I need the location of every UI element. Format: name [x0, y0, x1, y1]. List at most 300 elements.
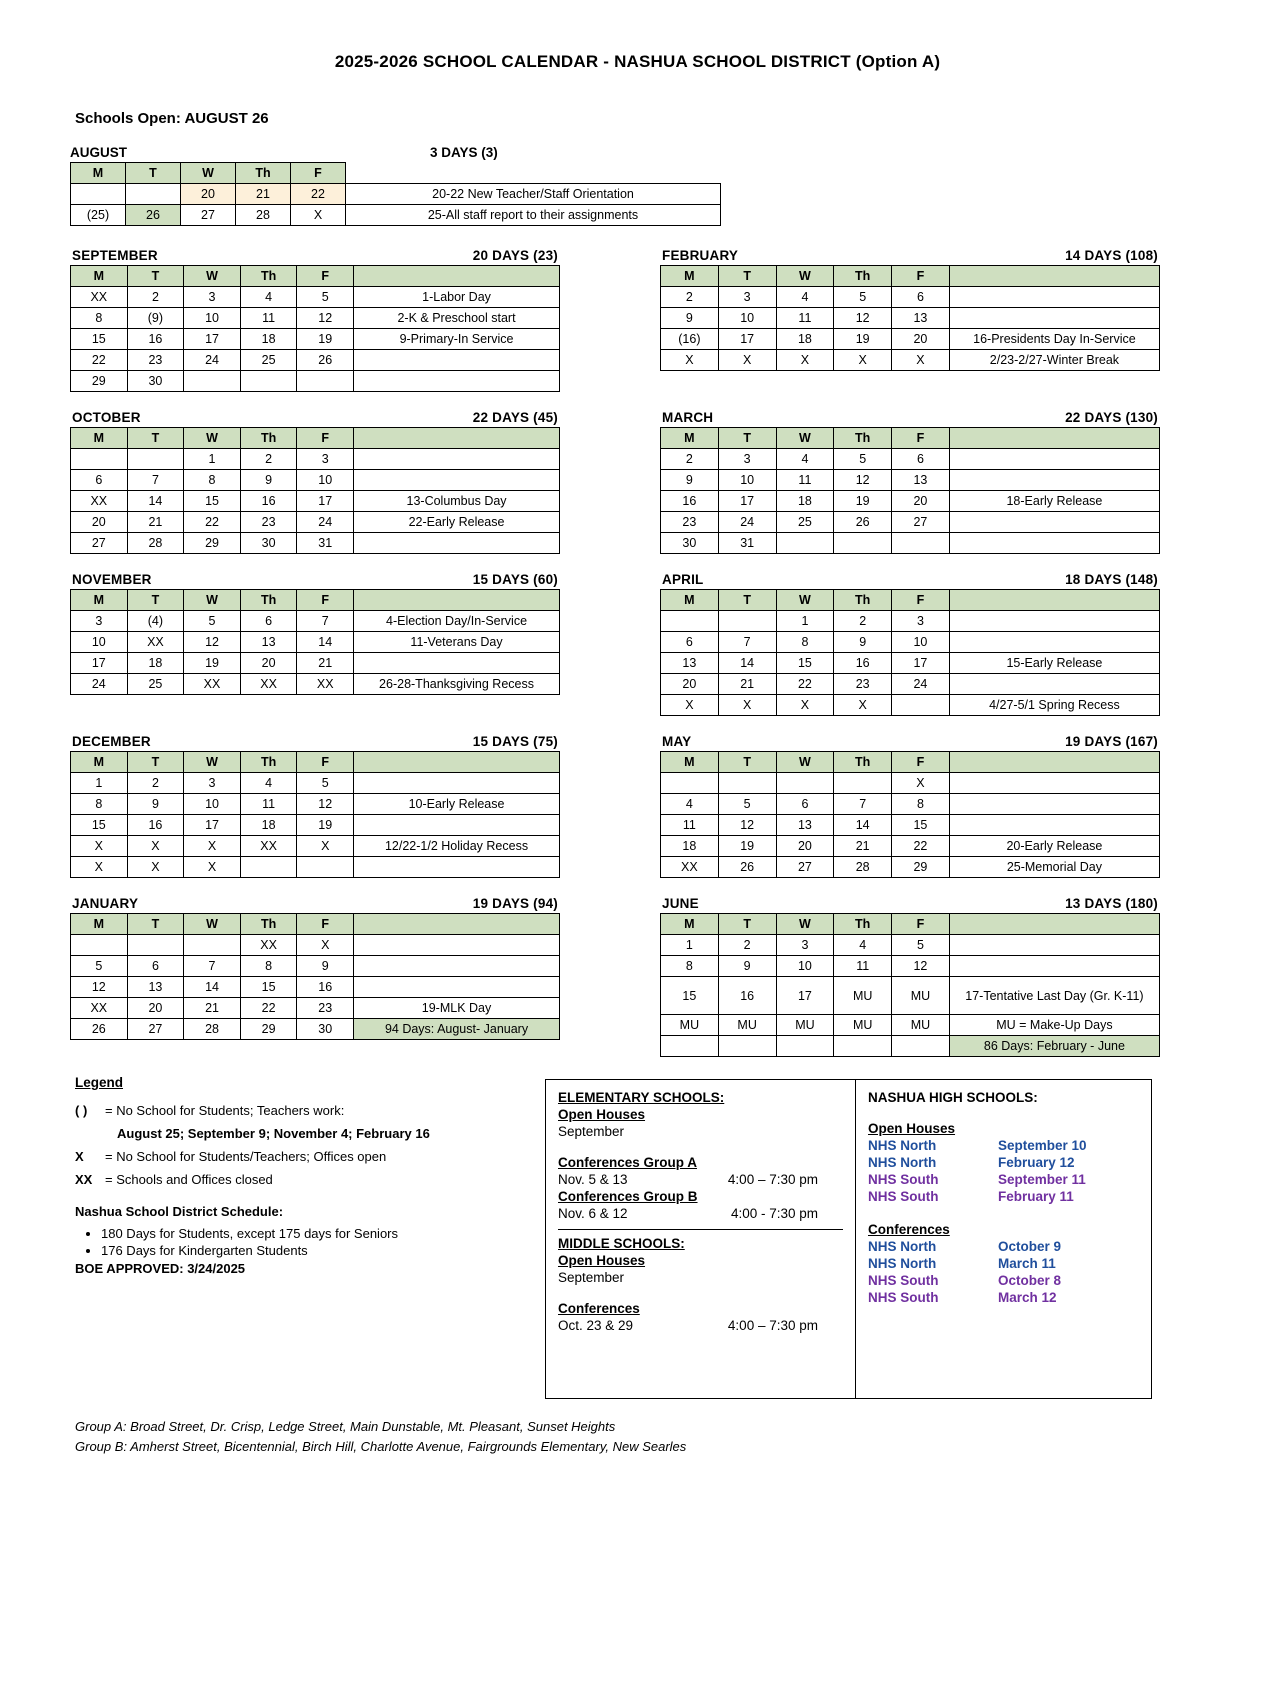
- legend-key-x: X: [75, 1148, 84, 1164]
- day-cell: 15: [71, 329, 128, 350]
- day-cell: XX: [240, 935, 297, 956]
- table-row: [661, 512, 1160, 533]
- calendar-page: [0, 52, 1275, 1702]
- day-cell: 17: [71, 653, 128, 674]
- day-cell: 8: [892, 794, 950, 815]
- weekday-header: M: [661, 428, 719, 449]
- note-cell: 11-Veterans Day: [354, 632, 560, 653]
- table-row: [71, 935, 560, 956]
- day-cell: 21: [127, 512, 184, 533]
- note-cell: [949, 287, 1159, 308]
- day-cell: 12: [71, 977, 128, 998]
- day-cell: 2: [661, 287, 719, 308]
- note-cell: [354, 533, 560, 554]
- day-cell: 16: [297, 977, 354, 998]
- day-cell: 29: [892, 857, 950, 878]
- day-cell: 11: [776, 470, 834, 491]
- weekday-header: T: [127, 914, 184, 935]
- day-cell: 24: [892, 674, 950, 695]
- table-row: [71, 1019, 560, 1040]
- school-name: NHS South: [868, 1172, 939, 1187]
- day-cell: 3: [718, 287, 776, 308]
- table-row: [71, 512, 560, 533]
- day-cell: 7: [184, 956, 241, 977]
- list-item: • 180 Days for Students, except 175 days for Seniors: [101, 1226, 545, 1241]
- day-cell: 4: [776, 287, 834, 308]
- note-header: [949, 590, 1159, 611]
- day-cell: 3: [892, 611, 950, 632]
- weekday-header: W: [184, 590, 241, 611]
- day-cell: 24: [297, 512, 354, 533]
- day-cell: 20: [661, 674, 719, 695]
- weekday-header: Th: [240, 428, 297, 449]
- table-row: [71, 449, 560, 470]
- elementary-conf-a-time: 4:00 – 7:30 pm: [727, 1172, 818, 1187]
- month-row: [70, 248, 1210, 392]
- note-cell: [354, 815, 560, 836]
- day-cell: [776, 533, 834, 554]
- day-cell: 15: [892, 815, 950, 836]
- weekday-header: Th: [834, 914, 892, 935]
- elementary-conf-b-time: 4:00 - 7:30 pm: [730, 1206, 818, 1221]
- day-cell: 22: [291, 184, 346, 205]
- day-cell: 4: [240, 287, 297, 308]
- weekday-header: T: [127, 752, 184, 773]
- event-date: February 11: [998, 1189, 1074, 1204]
- day-cell: 31: [297, 533, 354, 554]
- note-cell: 17-Tentative Last Day (Gr. K-11): [949, 977, 1159, 1015]
- note-cell: 4-Election Day/In-Service: [354, 611, 560, 632]
- day-cell: 19: [834, 491, 892, 512]
- elementary-conf-b-label: Conferences Group B: [558, 1189, 698, 1204]
- day-cell: 17: [892, 653, 950, 674]
- weekday-header: Th: [240, 266, 297, 287]
- day-cell: 31: [718, 533, 776, 554]
- day-cell: 9: [718, 956, 776, 977]
- day-cell: 28: [127, 533, 184, 554]
- day-cell: 15: [240, 977, 297, 998]
- day-cell: X: [291, 205, 346, 226]
- list-item: [868, 1155, 1139, 1170]
- day-cell: X: [184, 857, 241, 878]
- day-cell: 20: [181, 184, 236, 205]
- list-item: [868, 1172, 1139, 1187]
- weekday-header: Th: [834, 590, 892, 611]
- month-days-august: 3 DAYS (3): [430, 145, 498, 160]
- school-name: NHS North: [868, 1256, 937, 1271]
- day-cell: XX: [71, 287, 128, 308]
- day-cell: [718, 773, 776, 794]
- day-cell: 17: [184, 815, 241, 836]
- note-cell: 16-Presidents Day In-Service: [949, 329, 1159, 350]
- note-header: [949, 266, 1159, 287]
- day-cell: 4: [776, 449, 834, 470]
- list-item: • 176 Days for Kindergarten Students: [101, 1243, 545, 1258]
- school-name: NHS South: [868, 1290, 939, 1305]
- table-row: [661, 773, 1160, 794]
- weekday-header: T: [127, 590, 184, 611]
- weekday-header: W: [776, 752, 834, 773]
- day-cell: 10: [184, 794, 241, 815]
- day-cell: [184, 935, 241, 956]
- middle-title: MIDDLE SCHOOLS:: [558, 1236, 685, 1251]
- day-cell: [718, 611, 776, 632]
- footnote-group-b: Group B: Amherst Street, Bicentennial, Birch Hill, Charlotte Avenue, Fairgrounds Elementary, New Searles: [75, 1438, 687, 1454]
- note-cell: [354, 653, 560, 674]
- month-block-january: [70, 896, 560, 1057]
- month-days: 13 DAYS (180): [1065, 896, 1158, 911]
- middle-open-houses-value: September: [558, 1270, 625, 1285]
- month-table: [660, 913, 1160, 1057]
- day-cell: 9: [834, 632, 892, 653]
- elementary-open-houses-value: September: [558, 1124, 625, 1139]
- note-header: [949, 428, 1159, 449]
- day-cell: X: [661, 695, 719, 716]
- weekday-header: T: [126, 163, 181, 184]
- table-row: [71, 836, 560, 857]
- school-name: NHS North: [868, 1155, 937, 1170]
- day-cell: MU: [776, 1015, 834, 1036]
- legend-text-paren: = No School for Students; Teachers work:: [105, 1103, 345, 1118]
- high-conferences-label: Conferences: [868, 1222, 950, 1237]
- month-name: JUNE: [662, 896, 699, 911]
- month-name-august: AUGUST: [70, 145, 127, 160]
- day-cell: X: [892, 350, 950, 371]
- day-cell: 8: [71, 794, 128, 815]
- day-cell: 22: [776, 674, 834, 695]
- month-block-march: [660, 410, 1160, 554]
- bottom-section: [75, 1075, 1275, 1399]
- day-cell: 16: [127, 329, 184, 350]
- elementary-title: ELEMENTARY SCHOOLS:: [558, 1090, 725, 1105]
- day-cell: 17: [776, 977, 834, 1015]
- day-cell: 5: [297, 773, 354, 794]
- day-cell: 4: [661, 794, 719, 815]
- day-cell: [834, 773, 892, 794]
- day-cell: 26: [71, 1019, 128, 1040]
- day-cell: 10: [776, 956, 834, 977]
- month-table: [70, 589, 560, 695]
- day-cell: 19: [297, 329, 354, 350]
- day-cell: 18: [661, 836, 719, 857]
- day-cell: 10: [718, 470, 776, 491]
- day-cell: 8: [184, 470, 241, 491]
- table-row: [661, 1015, 1160, 1036]
- day-cell: 15: [661, 977, 719, 1015]
- note-cell: 26-28-Thanksgiving Recess: [354, 674, 560, 695]
- legend: [75, 1075, 545, 1399]
- table-row: [661, 695, 1160, 716]
- day-cell: 28: [236, 205, 291, 226]
- weekday-header: F: [291, 163, 346, 184]
- weekday-header: W: [776, 428, 834, 449]
- weekday-header: F: [297, 428, 354, 449]
- day-cell: MU: [892, 1015, 950, 1036]
- note-cell: 9-Primary-In Service: [354, 329, 560, 350]
- school-name: NHS South: [868, 1189, 939, 1204]
- weekday-header: F: [892, 752, 950, 773]
- middle-open-houses-label: Open Houses: [558, 1253, 646, 1268]
- day-cell: 1: [71, 773, 128, 794]
- note-cell: [354, 773, 560, 794]
- note-cell: 2/23-2/27-Winter Break: [949, 350, 1159, 371]
- day-cell: 19: [834, 329, 892, 350]
- table-row: [71, 773, 560, 794]
- list-item: [868, 1239, 1139, 1254]
- day-cell: 20: [240, 653, 297, 674]
- page-title: 2025-2026 SCHOOL CALENDAR - NASHUA SCHOOL DISTRICT (Option A): [334, 52, 941, 71]
- month-name: APRIL: [662, 572, 704, 587]
- day-cell: 23: [297, 998, 354, 1019]
- weekday-header: W: [184, 752, 241, 773]
- day-cell: MU: [834, 977, 892, 1015]
- table-row: [661, 836, 1160, 857]
- middle-conf-label: Conferences: [558, 1301, 640, 1316]
- note-cell: [949, 794, 1159, 815]
- day-cell: X: [297, 935, 354, 956]
- day-cell: 7: [127, 470, 184, 491]
- table-row: [71, 815, 560, 836]
- day-cell: 19: [184, 653, 241, 674]
- note-header: [949, 914, 1159, 935]
- table-row: [661, 857, 1160, 878]
- boe-approved: BOE APPROVED: 3/24/2025: [75, 1261, 246, 1277]
- month-name: JANUARY: [72, 896, 139, 911]
- day-cell: 18: [240, 329, 297, 350]
- month-block-may: [660, 734, 1160, 878]
- day-cell: 9: [297, 956, 354, 977]
- day-cell: 6: [71, 470, 128, 491]
- note-cell: 2-K & Preschool start: [354, 308, 560, 329]
- weekday-header: F: [297, 590, 354, 611]
- table-row: [71, 611, 560, 632]
- day-cell: [892, 1036, 950, 1057]
- day-cell: [184, 371, 241, 392]
- month-name: NOVEMBER: [72, 572, 152, 587]
- month-days: 19 DAYS (94): [472, 896, 558, 911]
- weekday-header: Th: [240, 914, 297, 935]
- day-cell: 5: [184, 611, 241, 632]
- day-cell: 10: [297, 470, 354, 491]
- table-row: [71, 794, 560, 815]
- note-cell: [949, 773, 1159, 794]
- month-days: 14 DAYS (108): [1065, 248, 1158, 263]
- note-cell: [354, 350, 560, 371]
- day-cell: 28: [184, 1019, 241, 1040]
- day-cell: 12: [184, 632, 241, 653]
- school-name: NHS North: [868, 1239, 937, 1254]
- day-cell: [240, 857, 297, 878]
- weekday-header: T: [718, 590, 776, 611]
- day-cell: [126, 184, 181, 205]
- months-container: [70, 248, 1210, 1057]
- day-cell: 10: [184, 308, 241, 329]
- day-cell: 3: [776, 935, 834, 956]
- table-row: [661, 977, 1160, 1015]
- day-cell: 5: [71, 956, 128, 977]
- day-cell: X: [718, 695, 776, 716]
- day-cell: 21: [834, 836, 892, 857]
- day-cell: 26: [718, 857, 776, 878]
- month-days: 18 DAYS (148): [1065, 572, 1158, 587]
- day-cell: 21: [718, 674, 776, 695]
- note-cell: 12/22-1/2 Holiday Recess: [354, 836, 560, 857]
- table-row: [71, 977, 560, 998]
- day-cell: 25: [127, 674, 184, 695]
- day-cell: [297, 371, 354, 392]
- day-cell: 4: [834, 935, 892, 956]
- note-header: [354, 428, 560, 449]
- day-cell: 2: [834, 611, 892, 632]
- month-table: [660, 427, 1160, 554]
- day-cell: 11: [776, 308, 834, 329]
- day-cell: 12: [297, 308, 354, 329]
- month-days: 15 DAYS (60): [472, 572, 558, 587]
- weekday-header: T: [718, 914, 776, 935]
- day-cell: 18: [776, 491, 834, 512]
- month-block-november: [70, 572, 560, 716]
- day-cell: 19: [297, 815, 354, 836]
- day-cell: [297, 857, 354, 878]
- table-row: [71, 205, 721, 226]
- table-row: [71, 287, 560, 308]
- middle-conf-row: [558, 1318, 818, 1333]
- day-cell: 5: [718, 794, 776, 815]
- table-row: [71, 371, 560, 392]
- weekday-header: F: [892, 266, 950, 287]
- event-date: February 12: [998, 1155, 1075, 1170]
- weekday-header: Th: [834, 266, 892, 287]
- day-cell: 15: [776, 653, 834, 674]
- table-row: [661, 470, 1160, 491]
- day-cell: MU: [661, 1015, 719, 1036]
- month-table: [70, 751, 560, 878]
- day-cell: 12: [718, 815, 776, 836]
- day-cell: 9: [661, 470, 719, 491]
- day-cell: XX: [71, 491, 128, 512]
- table-row: [661, 329, 1160, 350]
- weekday-header: Th: [834, 428, 892, 449]
- weekday-header: W: [184, 914, 241, 935]
- day-cell: 23: [661, 512, 719, 533]
- weekday-header: M: [71, 914, 128, 935]
- day-cell: XX: [661, 857, 719, 878]
- day-cell: 16: [240, 491, 297, 512]
- day-cell: 3: [71, 611, 128, 632]
- day-cell: 13: [892, 308, 950, 329]
- day-cell: MU: [718, 1015, 776, 1036]
- weekday-header: W: [181, 163, 236, 184]
- day-cell: 16: [834, 653, 892, 674]
- day-cell: 18: [776, 329, 834, 350]
- day-cell: 6: [240, 611, 297, 632]
- note-cell: 18-Early Release: [949, 491, 1159, 512]
- table-row: [71, 956, 560, 977]
- month-block-april: [660, 572, 1160, 716]
- weekday-header: Th: [240, 752, 297, 773]
- august-block: [70, 145, 1275, 226]
- day-cell: 12: [297, 794, 354, 815]
- weekday-header: F: [297, 752, 354, 773]
- month-block-september: [70, 248, 560, 392]
- note-cell: [354, 371, 560, 392]
- legend-line-2: [75, 1148, 545, 1167]
- day-cell: MU: [892, 977, 950, 1015]
- day-cell: 20: [892, 491, 950, 512]
- month-days: 22 DAYS (45): [472, 410, 558, 425]
- note-cell: [949, 449, 1159, 470]
- legend-text-xx: = Schools and Offices closed: [105, 1171, 273, 1187]
- august-table: [70, 162, 721, 226]
- day-cell: [718, 1036, 776, 1057]
- table-row: [71, 350, 560, 371]
- day-cell: 16: [661, 491, 719, 512]
- day-cell: X: [661, 350, 719, 371]
- day-cell: 4: [240, 773, 297, 794]
- note-header: [354, 590, 560, 611]
- month-name: MARCH: [662, 410, 714, 425]
- high-school-box: [856, 1080, 1151, 1398]
- month-row: [70, 896, 1210, 1057]
- month-row: [70, 734, 1210, 878]
- month-block-june: [660, 896, 1160, 1057]
- weekday-header: T: [127, 266, 184, 287]
- day-cell: 23: [127, 350, 184, 371]
- day-cell: 5: [834, 449, 892, 470]
- day-cell: [892, 533, 950, 554]
- weekday-header: M: [71, 752, 128, 773]
- table-row: [71, 491, 560, 512]
- day-cell: 9: [240, 470, 297, 491]
- day-cell: [661, 1036, 719, 1057]
- month-days: 22 DAYS (130): [1065, 410, 1158, 425]
- day-cell: 29: [240, 1019, 297, 1040]
- elementary-conf-a-dates: Nov. 5 & 13: [558, 1172, 628, 1187]
- day-cell: X: [297, 836, 354, 857]
- day-cell: (9): [127, 308, 184, 329]
- table-row: [661, 449, 1160, 470]
- day-cell: 3: [184, 287, 241, 308]
- day-cell: 30: [297, 1019, 354, 1040]
- day-cell: 11: [834, 956, 892, 977]
- weekday-header: F: [297, 266, 354, 287]
- day-cell: 24: [718, 512, 776, 533]
- note-header: [949, 752, 1159, 773]
- day-cell: XX: [184, 674, 241, 695]
- high-conferences-list: [868, 1239, 1139, 1305]
- day-cell: 22: [240, 998, 297, 1019]
- schools-open-line: Schools Open: AUGUST 26: [75, 110, 269, 127]
- note-cell: [949, 674, 1159, 695]
- day-cell: MU: [834, 1015, 892, 1036]
- day-cell: 14: [184, 977, 241, 998]
- day-cell: (4): [127, 611, 184, 632]
- weekday-header: F: [892, 914, 950, 935]
- note-cell: [354, 977, 560, 998]
- day-cell: 30: [127, 371, 184, 392]
- table-row: [661, 287, 1160, 308]
- day-cell: 30: [661, 533, 719, 554]
- month-block-october: [70, 410, 560, 554]
- table-row: [661, 350, 1160, 371]
- legend-title: Legend: [75, 1075, 124, 1090]
- day-cell: 12: [834, 308, 892, 329]
- note-cell: 10-Early Release: [354, 794, 560, 815]
- day-cell: 18: [240, 815, 297, 836]
- table-row: [661, 308, 1160, 329]
- legend-line-1: [75, 1102, 545, 1121]
- footnotes: [75, 1417, 1275, 1456]
